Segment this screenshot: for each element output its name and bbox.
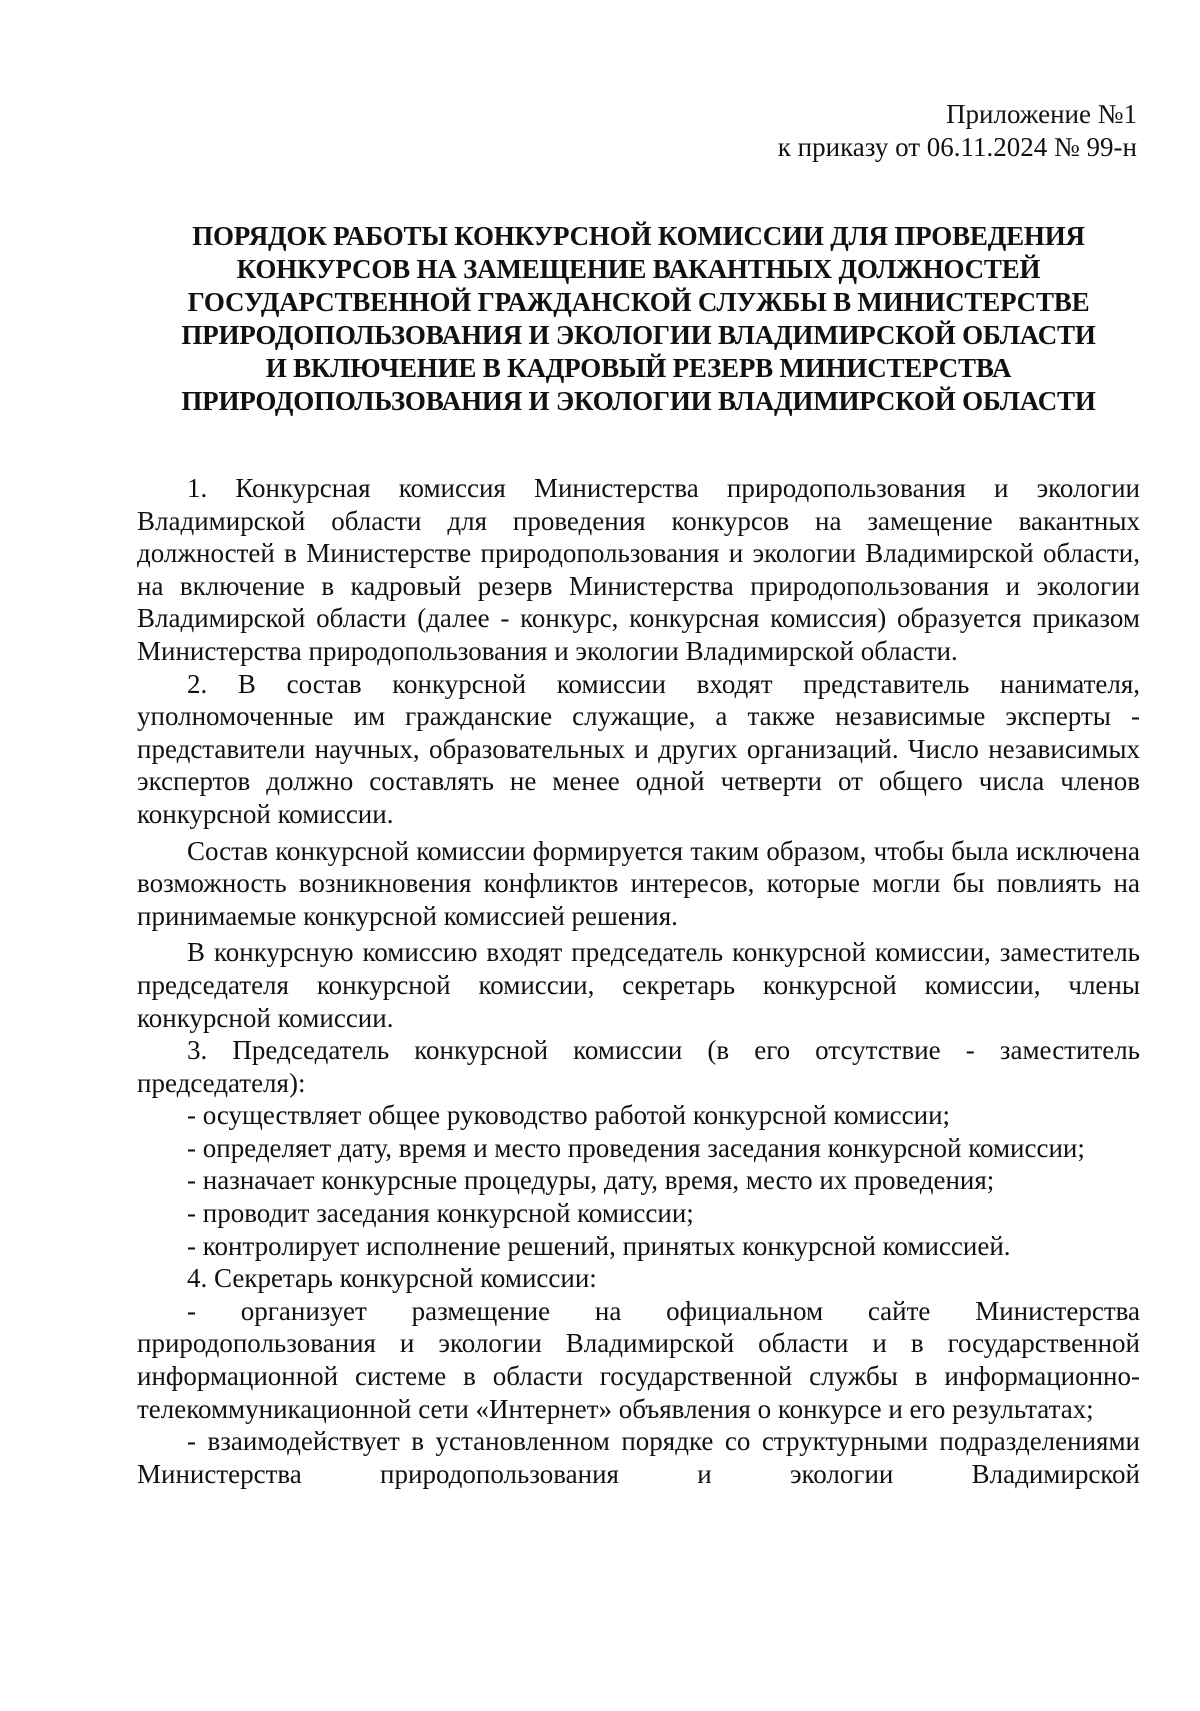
- title-line: ГОСУДАРСТВЕННОЙ ГРАЖДАНСКОЙ СЛУЖБЫ В МИНИСТЕРСТВЕ: [187, 287, 1090, 317]
- list-item: - осуществляет общее руководство работой конкурсной комиссии;: [187, 1100, 951, 1131]
- title-line: ПОРЯДОК РАБОТЫ КОНКУРСНОЙ КОМИССИИ ДЛЯ ПРОВЕДЕНИЯ: [192, 221, 1085, 251]
- list-item: - определяет дату, время и место проведения заседания конкурсной комиссии;: [187, 1132, 1085, 1163]
- appendix-label: Приложение №1: [946, 99, 1137, 129]
- paragraph-clause-1: 1. Конкурсная комиссия Министерства природопользования и экологии Владимирской области для проведения конкурсов на замещение вакантных должностей в Министерстве природопользования и экологии Владимирской области, на включение в кадровый резерв Министерства природопользования и экологии Владимирской области (далее - конкурс, конкурсная комиссия) образуется приказом Министерства природопользования и экологии Владимирской области.: [137, 473, 1140, 666]
- title-line: ПРИРОДОПОЛЬЗОВАНИЯ И ЭКОЛОГИИ ВЛАДИМИРСКОЙ ОБЛАСТИ: [181, 386, 1096, 416]
- title-line: ПРИРОДОПОЛЬЗОВАНИЯ И ЭКОЛОГИИ ВЛАДИМИРСКОЙ ОБЛАСТИ: [181, 320, 1096, 350]
- appendix-header: [137, 98, 1137, 164]
- order-reference: к приказу от 06.11.2024 № 99-н: [777, 132, 1137, 162]
- title-line: И ВКЛЮЧЕНИЕ В КАДРОВЫЙ РЕЗЕРВ МИНИСТЕРСТВА: [265, 353, 1012, 383]
- paragraph-clause-4: 4. Секретарь конкурсной комиссии:: [187, 1263, 597, 1294]
- list-item: - организует размещение на официальном сайте Министерства природопользования и экологии Владимирской области и в государственной информационной системе в области государственной службы в информационно-телекоммуникационной сети «Интернет» объявления о конкурсе и его результатах;: [137, 1295, 1140, 1424]
- list-item: - проводит заседания конкурсной комиссии;: [187, 1198, 694, 1229]
- paragraph-members: В конкурсную комиссию входят председатель конкурсной комиссии, заместитель председателя конкурсной комиссии, секретарь конкурсной комиссии, члены конкурсной комиссии.: [137, 937, 1140, 1033]
- paragraph-clause-3: 3. Председатель конкурсной комиссии (в его отсутствие - заместитель председателя):: [137, 1035, 1140, 1098]
- document-body: [137, 472, 1140, 1490]
- list-item: - контролирует исполнение решений, принятых конкурсной комиссией.: [187, 1230, 1011, 1261]
- paragraph-clause-2: 2. В состав конкурсной комиссии входят представитель нанимателя, уполномоченные им гражданские служащие, а также независимые эксперты - представители научных, образовательных и других организаций. Число независимых экспертов должно составлять не менее одной четверти от общего числа членов конкурсной комиссии.: [137, 668, 1140, 829]
- document-title: [137, 220, 1140, 418]
- list-item: - назначает конкурсные процедуры, дату, время, место их проведения;: [187, 1165, 995, 1196]
- title-line: КОНКУРСОВ НА ЗАМЕЩЕНИЕ ВАКАНТНЫХ ДОЛЖНОСТЕЙ: [236, 254, 1041, 284]
- list-item: - взаимодействует в установленном порядке со структурными подразделениями Министерства природопользования и экологии Владимирской: [137, 1426, 1140, 1489]
- paragraph-composition: Состав конкурсной комиссии формируется таким образом, чтобы была исключена возможность возникновения конфликтов интересов, которые могли бы повлиять на принимаемые конкурсной комиссией решения.: [137, 835, 1140, 931]
